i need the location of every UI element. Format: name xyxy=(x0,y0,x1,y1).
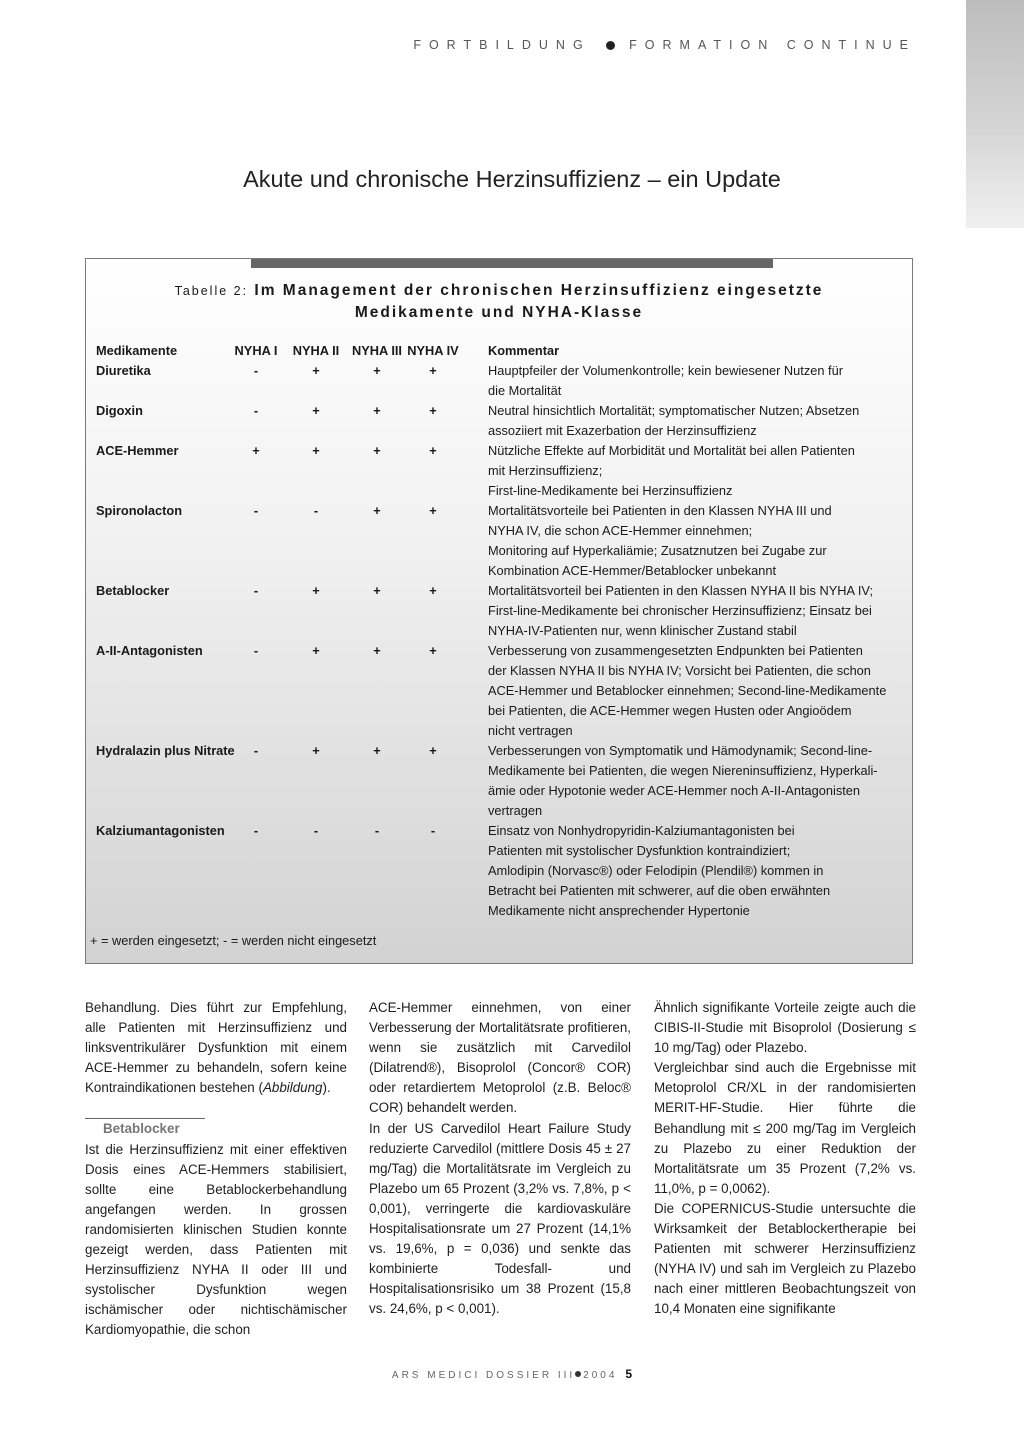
comment-line: der Klassen NYHA II bis NYHA IV; Vorsicht bei Patienten, die schon xyxy=(488,663,871,678)
medication-name: Digoxin xyxy=(96,403,143,418)
comment-line: Verbesserungen von Symptomatik und Hämodynamik; Second-line- xyxy=(488,743,873,758)
text-column-2 xyxy=(369,998,631,1320)
nyha-3-mark: + xyxy=(373,583,381,598)
medication-name: Hydralazin plus Nitrate xyxy=(96,743,235,758)
header-nyha2: NYHA II xyxy=(292,343,340,358)
side-tab-decoration xyxy=(966,0,1024,228)
nyha-2-mark: + xyxy=(312,743,320,758)
comment-cell xyxy=(488,501,906,581)
comment-line: Mortalitätsvorteil bei Patienten in den Klassen NYHA II bis NYHA IV; xyxy=(488,583,874,598)
nyha-3-mark: - xyxy=(374,823,380,838)
nyha-2-mark: + xyxy=(312,363,320,378)
section-heading: Betablocker xyxy=(85,1118,205,1138)
nyha-2-mark: + xyxy=(312,583,320,598)
comment-line: ämie oder Hypotonie weder ACE-Hemmer noch A-II-Antagonisten xyxy=(488,783,861,798)
paragraph-text: ). xyxy=(322,1080,331,1096)
nyha-2-mark: - xyxy=(313,823,319,838)
header-nyha4: NYHA IV xyxy=(407,343,459,358)
comment-line: NYHA-IV-Patienten nur, wenn klinischer Zustand stabil xyxy=(488,623,797,638)
medication-table xyxy=(85,258,913,964)
nyha-4-mark: + xyxy=(429,443,437,458)
medication-name: A-II-Antagonisten xyxy=(96,643,203,658)
paragraph: Ist die Herzinsuffizienz mit einer effektiven Dosis eines ACE-Hemmers stabilisiert, sollte eine Betablockerbehandlung angefangen werden. In grossen randomisierten klinischen Studien konnte gezeigt werden, dass Patienten mit Herzinsuffizienz NYHA II oder III und systolischer Dysfunktion wegen ischämischer oder nichtischämischer Kardiomyopathie, die schon xyxy=(85,1141,347,1338)
rubric-header xyxy=(300,38,916,52)
medication-name: Kalziumantagonisten xyxy=(96,823,225,838)
caption-line2: Medikamente und NYHA-Klasse xyxy=(354,304,644,321)
nyha-2-mark: - xyxy=(313,503,319,518)
rubric-right: FORMATION CONTINUE xyxy=(629,38,916,52)
comment-line: nicht vertragen xyxy=(488,723,573,738)
comment-line: Betracht bei Patienten mit schwerer, auf die oben erwähnten xyxy=(488,883,831,898)
comment-line: NYHA IV, die schon ACE-Hemmer einnehmen; xyxy=(488,523,753,538)
comment-line: First-line-Medikamente bei chronischer Herzinsuffizienz; Einsatz bei xyxy=(488,603,872,618)
comment-line: Medikamente bei Patienten, die wegen Niereninsuffizienz, Hyperkali- xyxy=(488,763,878,778)
caption-label: Tabelle 2: xyxy=(174,284,249,298)
paragraph: Vergleichbar sind auch die Ergebnisse mit Metoprolol CR/XL in der randomisierten MERIT-HF-Studie. Hier führte die Behandlung mit ≤ 200 mg/Tag im Vergleich zu Plazebo zu einer Reduktion der Mortalitätsrate um 35 Prozent (7,2% vs. 11,0%, p = 0,0062). xyxy=(654,1060,916,1196)
comment-line: mit Herzinsuffizienz; xyxy=(488,463,603,478)
nyha-4-mark: + xyxy=(429,403,437,418)
comment-line: First-line-Medikamente bei Herzinsuffizienz xyxy=(488,483,733,498)
bullet-icon xyxy=(606,41,615,50)
paragraph: ACE-Hemmer einnehmen, von einer Verbesserung der Mortalitätsrate profitieren, wenn sie zusätzlich mit Carvedilol (Dilatrend®), Bisoprolol (Concor® COR) oder retardiertem Metoprolol (z.B. Beloc® COR) behandelt werden. xyxy=(369,1000,631,1116)
nyha-4-mark: + xyxy=(429,583,437,598)
page-footer xyxy=(0,1367,1024,1381)
comment-line: assoziiert mit Exazerbation der Herzinsuffizienz xyxy=(488,423,757,438)
text-column-3 xyxy=(654,998,916,1320)
paragraph: In der US Carvedilol Heart Failure Study reduzierte Carvedilol (mittlere Dosis 45 ± 27 mg/Tag) die Mortalitätsrate im Vergleich zu Plazebo um 65 Prozent (3,2% vs. 7,8%, p < 0,001), verringerte die kardiovaskuläre Hospitalisationsrate um 27 Prozent (14,1% vs. 19,6%, p = 0,036) und senkte das kombinierte Todesfall- und Hospitalisationsrisiko um 38 Prozent (15,8 vs. 24,6%, p < 0,001). xyxy=(369,1120,631,1317)
nyha-1-mark: - xyxy=(253,823,259,838)
comment-line: Nützliche Effekte auf Morbidität und Mortalität bei allen Patienten xyxy=(488,443,855,458)
figure-reference: Abbildung xyxy=(262,1080,323,1096)
medication-name: Diuretika xyxy=(96,363,151,378)
comment-line: Kombination ACE-Hemmer/Betablocker unbekannt xyxy=(488,563,777,578)
medication-name: Spironolacton xyxy=(96,503,183,518)
paragraph: Die COPERNICUS-Studie untersuchte die Wirksamkeit der Betablockertherapie bei Patienten mit schwerer Herzinsuffizienz (NYHA IV) und sah im Vergleich zu Plazebo nach einer mittleren Beobachtungszeit von 10,4 Monaten eine signifikante xyxy=(654,1200,916,1317)
comment-cell xyxy=(488,441,906,501)
header-comment: Kommentar xyxy=(488,343,560,358)
comment-line: die Mortalität xyxy=(488,383,562,398)
nyha-1-mark: - xyxy=(253,403,259,418)
bullet-icon xyxy=(575,1371,581,1377)
nyha-2-mark: + xyxy=(312,643,320,658)
rubric-left: FORTBILDUNG xyxy=(413,38,591,52)
page-number: 5 xyxy=(625,1367,633,1381)
medication-name: Betablocker xyxy=(96,583,170,598)
nyha-1-mark: - xyxy=(253,503,259,518)
comment-cell xyxy=(488,641,906,741)
footer-year: 2004 xyxy=(583,1370,618,1381)
paragraph xyxy=(85,998,347,1098)
comment-line: bei Patienten, die ACE-Hemmer wegen Husten oder Angioödem xyxy=(488,703,852,718)
comment-cell xyxy=(488,741,906,821)
nyha-4-mark: + xyxy=(429,363,437,378)
nyha-3-mark: + xyxy=(373,643,381,658)
comment-line: Monitoring auf Hyperkaliämie; Zusatznutzen bei Zugabe zur xyxy=(488,543,827,558)
paragraph: Ähnlich signifikante Vorteile zeigte auch die CIBIS-II-Studie mit Bisoprolol (Dosierung ≤ 10 mg/Tag) oder Plazebo. xyxy=(654,1000,916,1056)
nyha-1-mark: + xyxy=(252,443,260,458)
comment-cell xyxy=(488,581,906,641)
nyha-4-mark: - xyxy=(430,823,436,838)
nyha-4-mark: + xyxy=(429,643,437,658)
comment-line: Mortalitätsvorteile bei Patienten in den Klassen NYHA III und xyxy=(488,503,832,518)
comment-line: Medikamente nicht ansprechender Hypertonie xyxy=(488,903,750,918)
nyha-2-mark: + xyxy=(312,403,320,418)
nyha-3-mark: + xyxy=(373,403,381,418)
nyha-3-mark: + xyxy=(373,743,381,758)
comment-line: Hauptpfeiler der Volumenkontrolle; kein bewiesener Nutzen für xyxy=(488,363,843,378)
nyha-2-mark: + xyxy=(312,443,320,458)
table-top-bar xyxy=(251,259,773,268)
comment-cell xyxy=(488,401,906,441)
text-column-1 xyxy=(85,998,347,1341)
comment-line: Patienten mit systolischer Dysfunktion kontraindiziert; xyxy=(488,843,791,858)
comment-line: Amlodipin (Norvasc®) oder Felodipin (Plendil®) kommen in xyxy=(488,863,824,878)
comment-line: vertragen xyxy=(488,803,543,818)
table-caption xyxy=(86,280,912,323)
comment-line: Einsatz von Nonhydropyridin-Kalziumantagonisten bei xyxy=(488,823,795,838)
nyha-1-mark: - xyxy=(253,583,259,598)
header-medication: Medikamente xyxy=(96,343,178,358)
nyha-3-mark: + xyxy=(373,363,381,378)
header-nyha1: NYHA I xyxy=(234,343,278,358)
paragraph-text: Behandlung. Dies führt zur Empfehlung, alle Patienten mit Herzinsuffizienz und linksventrikulärer Dysfunktion mit einem ACE-Hemmer zu behandeln, sofern keine Kontraindikationen bestehen ( xyxy=(85,1000,347,1096)
comment-cell xyxy=(488,361,906,401)
caption-line1: Im Management der chronischen Herzinsuffizienz eingesetzte xyxy=(254,282,824,299)
comment-line: Neutral hinsichtlich Mortalität; symptomatischer Nutzen; Absetzen xyxy=(488,403,860,418)
nyha-3-mark: + xyxy=(373,503,381,518)
nyha-1-mark: - xyxy=(253,363,259,378)
header-nyha3: NYHA III xyxy=(351,343,402,358)
nyha-4-mark: + xyxy=(429,503,437,518)
nyha-3-mark: + xyxy=(373,443,381,458)
nyha-1-mark: - xyxy=(253,643,259,658)
article-title: Akute und chronische Herzinsuffizienz – ein Update xyxy=(243,165,781,192)
table-legend: + = werden eingesetzt; - = werden nicht eingesetzt xyxy=(90,933,377,948)
medication-name: ACE-Hemmer xyxy=(96,443,179,458)
comment-line: Verbesserung von zusammengesetzten Endpunkten bei Patienten xyxy=(488,643,863,658)
nyha-4-mark: + xyxy=(429,743,437,758)
footer-journal: ARS MEDICI DOSSIER III xyxy=(391,1370,576,1381)
comment-line: ACE-Hemmer und Betablocker einnehmen; Second-line-Medikamente xyxy=(488,683,887,698)
nyha-1-mark: - xyxy=(253,743,259,758)
comment-cell xyxy=(488,821,906,921)
